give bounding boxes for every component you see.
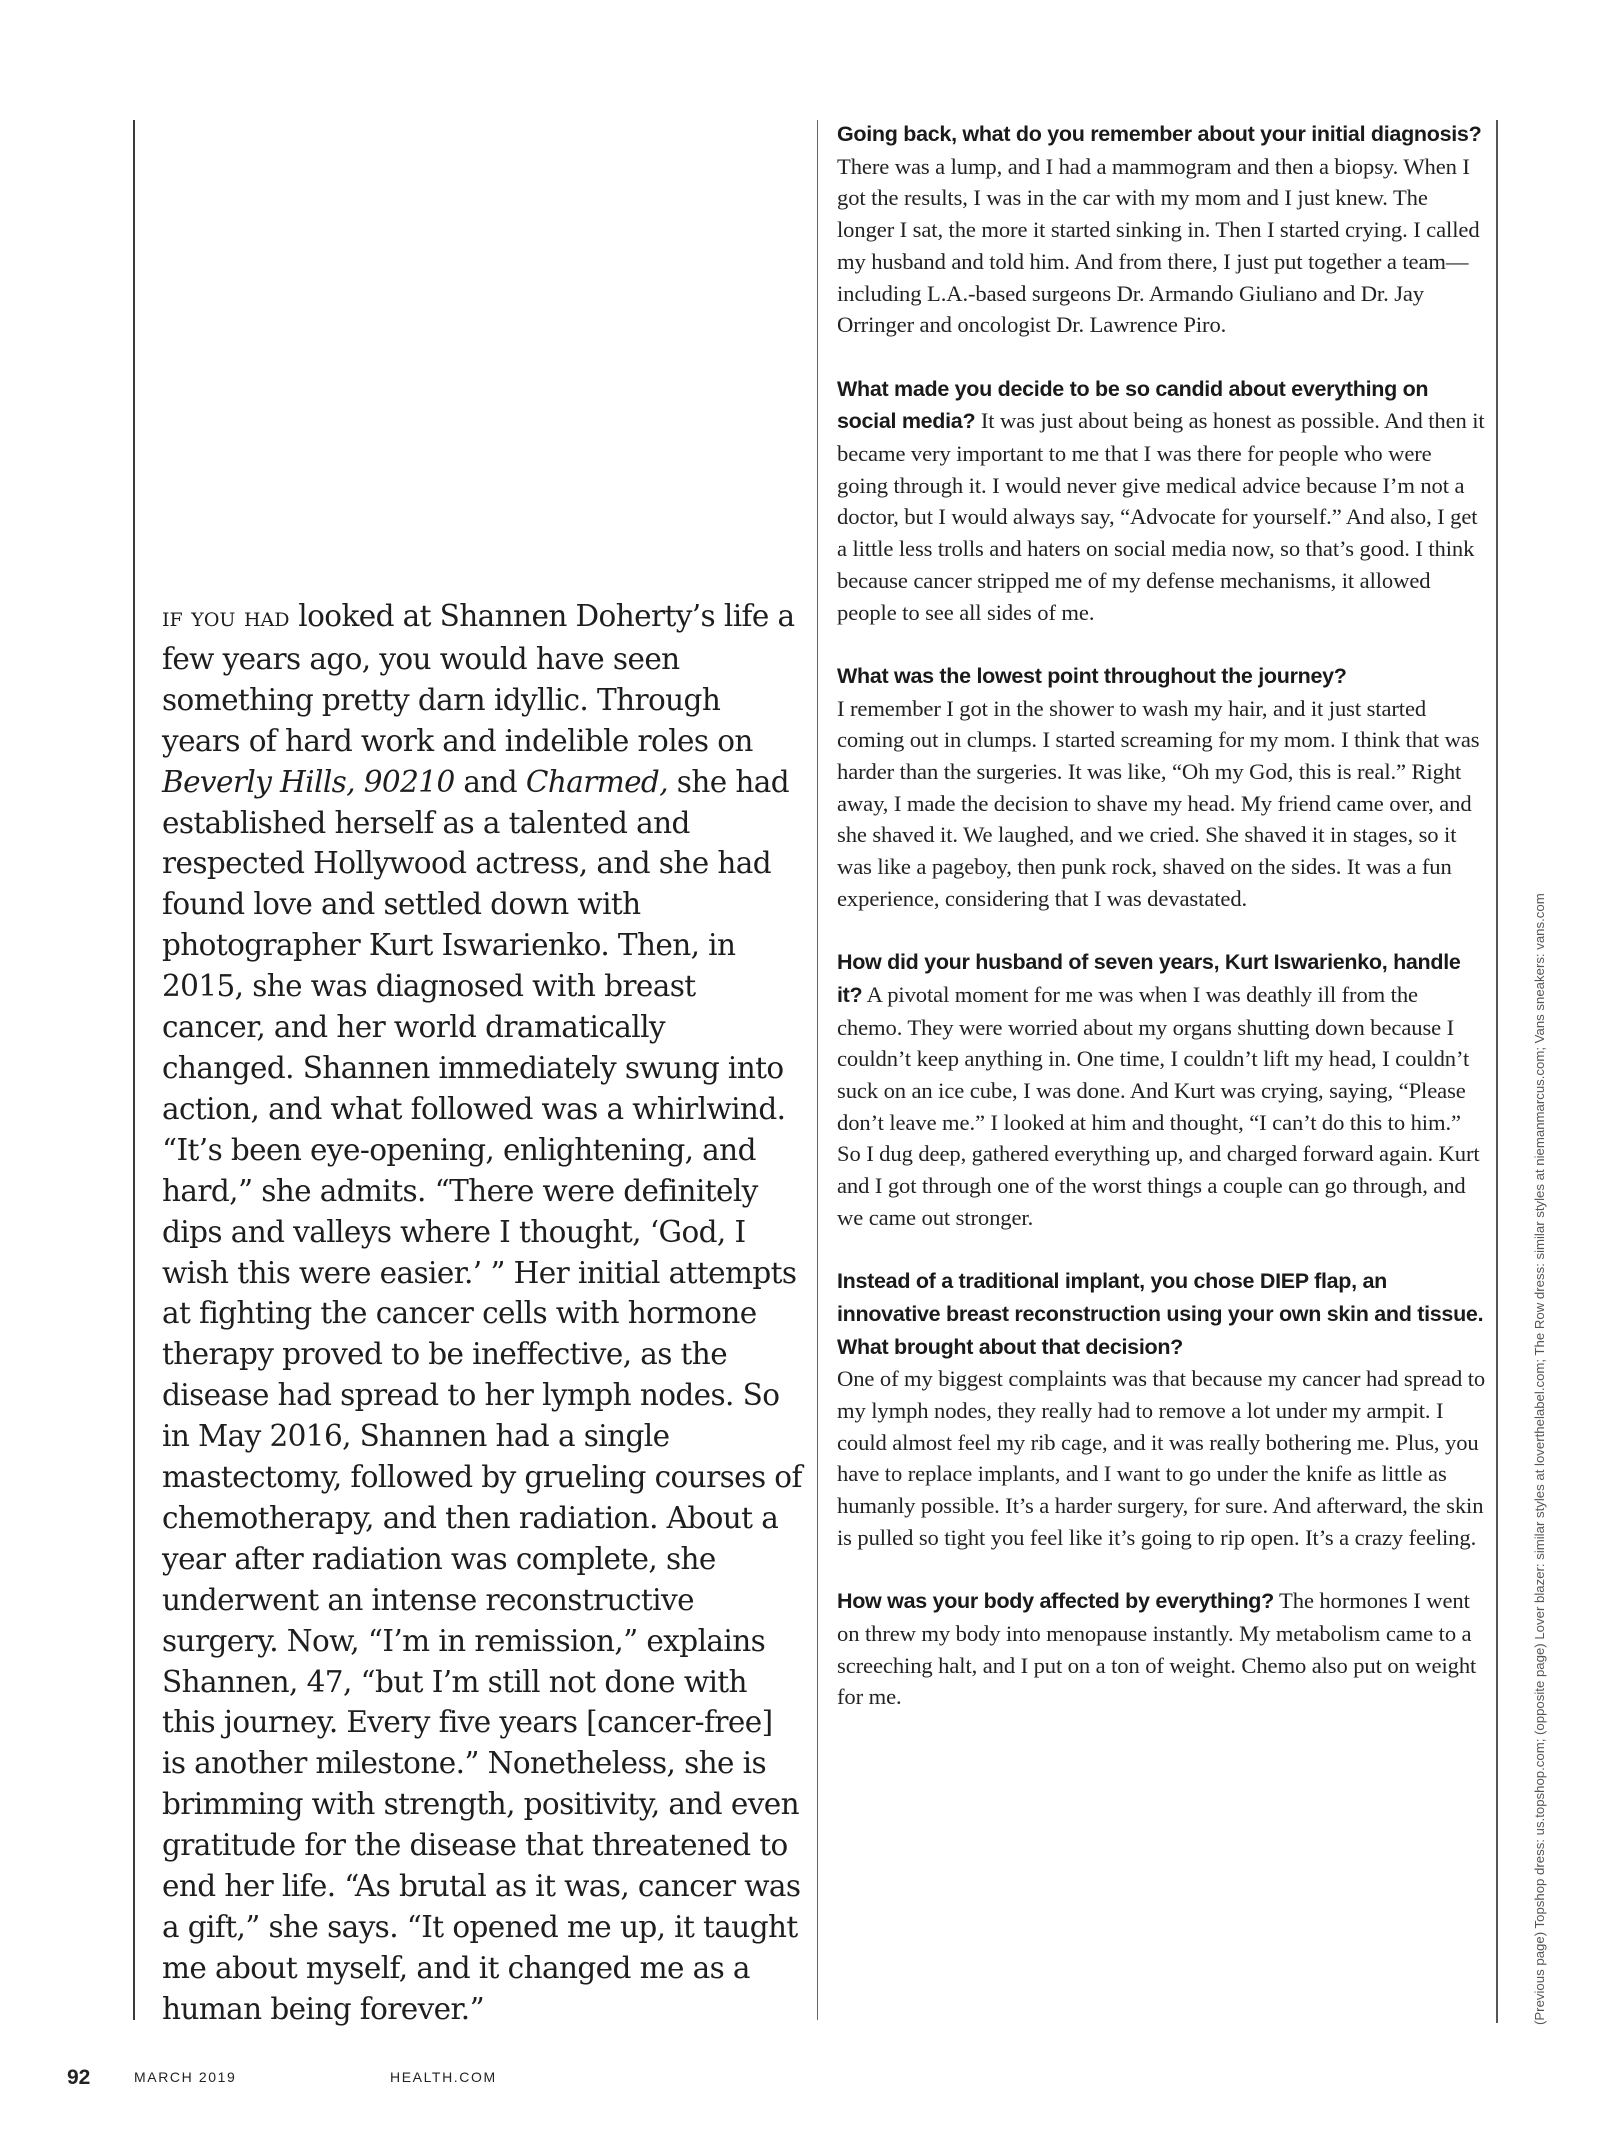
intro-text-1: looked at Shannen Doherty’s life a few years ago, you would have seen something pretty darn idyllic. Through years of hard work and indelible roles on <box>162 599 795 758</box>
intro-text-2: she had established herself as a talented and respected Hollywood actress, and she had found love and settled down with photographer Kurt Iswarienko. Then, in 2015, she was diagnosed with breast cancer, and her world dramatically changed. Shannen immediately swung into action, and what followed was a whirlwind. “It’s been eye-opening, enlightening, and hard,” she admits. “There were definitely dips and valleys where I thought, ‘God, I wish this were easier.’ ” Her initial attempts at fighting the cancer cells with hormone therapy proved to be ineffective, as the disease had spread to her lymph nodes. So in May 2016, Shannen had a single mastectomy, followed by grueling courses of chemotherapy, and then radiation. About a year after radiation was complete, she underwent an intense reconstructive surgery. Now, “I’m in remission,” explains Shannen, 47, “but I’m still not done with this journey. Every five years [cancer-free] is another milestone.” Nonetheless, she is brimming with strength, positivity, and even gratitude for the disease that threatened to end her life. “As brutal as it was, cancer was a gift,” she says. “It opened me up, it taught me about myself, and it changed me as a human being forever.” <box>162 764 802 2026</box>
question: Going back, what do you remember about your initial diagnosis? <box>837 122 1482 146</box>
site-url: HEALTH.COM <box>390 2069 497 2085</box>
lead-in: if you had <box>162 602 290 633</box>
qa-item <box>837 660 1487 915</box>
qa-column <box>837 118 1487 1745</box>
answer: A pivotal moment for me was when I was deathly ill from the chemo. They were worried about my organs shutting down because I couldn’t keep anything in. One time, I couldn’t lift my head, I couldn’t suck on an ice cube, I was done. And Kurt was crying, saying, “Please don’t leave me.” I looked at him and thought, “I can’t do this to him.” So I dug deep, gathered everything up, and charged forward again. Kurt and I got through one of the worst things a couple can go through, and we came out stronger. <box>837 981 1480 1230</box>
answer: One of my biggest complaints was that because my cancer had spread to my lymph nodes, they really had to remove a lot under my armpit. I could almost feel my rib cage, and it was really bothering me. Plus, you have to replace implants, and I want to go under the knife as little as humanly possible. It’s a harder surgery, for sure. And afterward, the skin is pulled so tight you feel like it’s going to rip open. It’s a crazy feeling. <box>837 1366 1486 1550</box>
qa-item <box>837 1265 1487 1553</box>
show-title-1: Beverly Hills, 90210 <box>162 764 455 799</box>
answer: There was a lump, and I had a mammogram and then a biopsy. When I got the results, I was in the car with my mom and I just knew. The longer I sat, the more it started sinking in. Then I started crying. I called my husband and told him. And from there, I just put together a team—including L.A.-based surgeons Dr. Armando Giuliano and Dr. Jay Orringer and oncologist Dr. Lawrence Piro. <box>837 153 1480 338</box>
question: How did your husband of seven years, Kurt Iswarienko, handle it? <box>837 950 1461 1007</box>
question: How was your body affected by everything? <box>837 1589 1274 1614</box>
photo-credits: (Previous page) Topshop dress: us.topshop.com; (opposite page) Lover blazer: similar styles at loverthelabel.com; The Row dress: similar styles at niemanmarcus.com; Vans sneakers: vans.com <box>1532 893 1547 2025</box>
answer: I remember I got in the shower to wash my hair, and it just started coming out in clumps. I started screaming for my mom. I think that was harder than the surgeries. It was like, “Oh my God, this is real.” Right away, I made the decision to shave my head. My friend came over, and she shaved it. We laughed, and we cried. She shaved it in stages, so it was like a pageboy, then punk rock, shaved on the sides. It was a fun experience, considering that I was devastated. <box>837 695 1480 911</box>
answer: It was just about being as honest as possible. And then it became very important to me that I was there for people who were going through it. I would never give medical advice because I’m not a doctor, but I would always say, “Advocate for yourself.” And also, I get a little less trolls and haters on social media now, so that’s good. I think because cancer stripped me of my defense mechanisms, it allowed people to see all sides of me. <box>837 408 1485 625</box>
answer: The hormones I went on threw my body into menopause instantly. My metabolism came to a screeching halt, and I put on a ton of weight. Chemo also put on weight for me. <box>837 1588 1477 1710</box>
qa-item <box>837 118 1487 341</box>
qa-item <box>837 946 1487 1233</box>
question: Instead of a traditional implant, you chose DIEP flap, an innovative breast reconstruction using your own skin and tissue. What brought about that decision? <box>837 1269 1484 1359</box>
qa-item <box>837 1585 1487 1713</box>
page-footer <box>0 2066 1600 2096</box>
page-number: 92 <box>67 2066 91 2089</box>
column-rule-right <box>1496 120 1498 2023</box>
qa-item <box>837 373 1487 629</box>
column-rule-left <box>133 120 135 2020</box>
show-title-2: Charmed, <box>525 764 668 799</box>
article-intro <box>162 596 802 2030</box>
intro-conjunction: and <box>454 764 526 799</box>
question: What was the lowest point throughout the journey? <box>837 663 1347 688</box>
issue-date: MARCH 2019 <box>134 2069 237 2085</box>
question: What made you decide to be so candid about everything on social media? <box>837 376 1429 434</box>
column-rule-middle <box>817 120 818 2020</box>
